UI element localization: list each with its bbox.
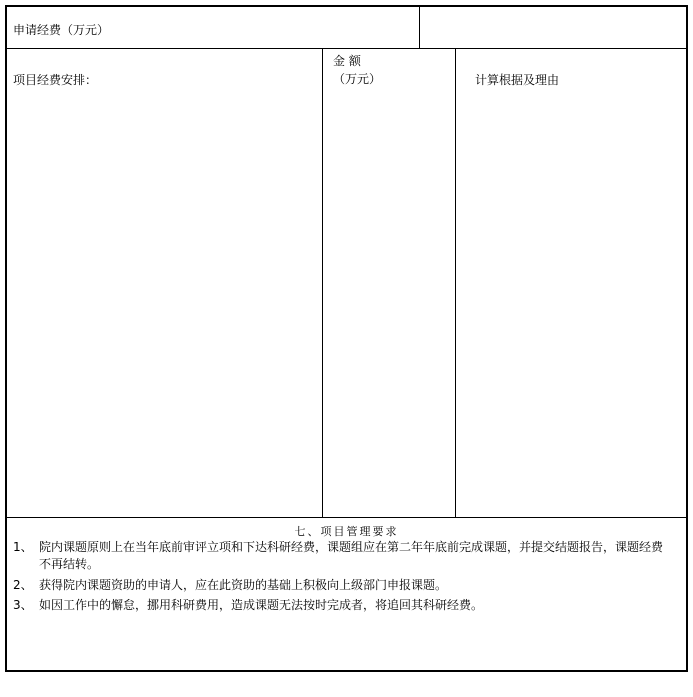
funding-form — [5, 5, 688, 672]
management-item-1 — [13, 539, 678, 573]
funding-label: 申请经费（万元） — [13, 23, 110, 37]
basis-label: 计算根据及理由 — [475, 73, 560, 87]
amount-label-line1: 金 额 — [333, 54, 361, 68]
management-title: 七、项目管理要求 — [294, 525, 399, 538]
item-text: 如因工作中的懈怠，挪用科研费用，造成课题无法按时完成者，将追回其科研经费。 — [39, 598, 484, 612]
item-number: 2、 — [13, 578, 33, 592]
arrangement-label: 项目经费安排： — [13, 73, 98, 87]
management-item-3 — [13, 597, 678, 614]
management-divider — [7, 517, 686, 518]
column-divider-2 — [455, 49, 456, 517]
header-divider — [7, 48, 686, 49]
basis-field[interactable] — [460, 93, 682, 513]
amount-field[interactable] — [327, 93, 451, 513]
item-number: 3、 — [13, 598, 33, 612]
item-text: 院内课题原则上在当年底前审评立项和下达科研经费，课题组应在第二年年底前完成课题，并提交结题报告，课题经费不再结转。 — [39, 540, 664, 571]
management-item-2 — [13, 577, 678, 594]
arrangement-field[interactable] — [11, 93, 317, 513]
amount-label-line2: （万元） — [333, 72, 382, 86]
column-divider-1 — [322, 49, 323, 517]
item-text: 获得院内课题资助的申请人，应在此资助的基础上积极向上级部门申报课题。 — [39, 578, 448, 592]
funding-value-cell[interactable] — [419, 7, 688, 48]
item-number: 1、 — [13, 540, 33, 554]
